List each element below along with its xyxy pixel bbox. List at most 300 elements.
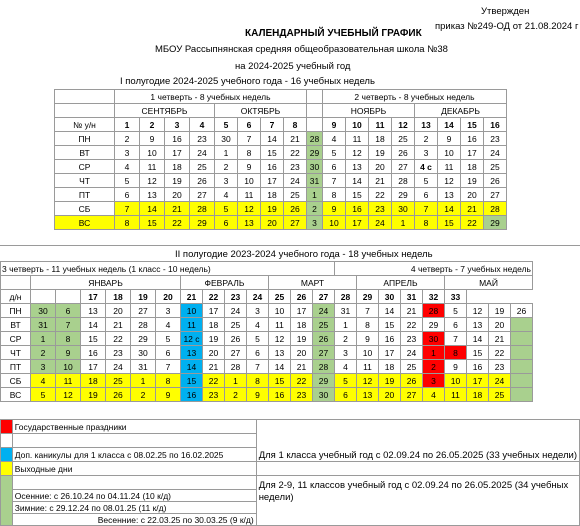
day-cell: 3 [423,374,445,388]
day-cell: 12 [238,202,261,216]
day-cell: 26 [284,202,307,216]
day-cell: 23 [291,388,313,402]
day-cell: 21 [291,360,313,374]
week-number: 1 [115,118,140,132]
day-cell: 27 [225,346,247,360]
day-cell: 26 [401,374,423,388]
week-number [31,290,56,304]
day-cell: 10 [238,174,261,188]
day-cell: 20 [261,216,284,230]
day-cell: 1 [215,146,238,160]
day-cell: 2 [131,388,156,402]
day-cell: 12 [140,174,165,188]
day-cell: 27 [313,346,335,360]
week-number: 29 [357,290,379,304]
day-cell [511,360,533,374]
day-cell: 27 [131,304,156,318]
day-cell: 3 [307,216,323,230]
day-cell: 7 [323,174,346,188]
day-cell: 11 [357,360,379,374]
day-cell: 16 [181,388,203,402]
day-cell: 15 [346,188,369,202]
day-cell: 5 [31,388,56,402]
quarter2-label: 2 четверть - 8 учебных недель [323,90,507,104]
day-cell: 28 [423,304,445,318]
day-cell: 10 [56,360,81,374]
day-cell: 13 [438,188,461,202]
weekday-label: ВТ [1,318,31,332]
day-cell: 3 [215,174,238,188]
legend-table [0,419,580,526]
day-cell: 16 [269,388,291,402]
day-cell: 31 [335,304,357,318]
day-cell: 11 [346,132,369,146]
day-cell: 17 [379,346,401,360]
day-cell: 4 [247,318,269,332]
page-title: КАЛЕНДАРНЫЙ УЧЕБНЫЙ ГРАФИК [245,28,422,39]
day-cell: 6 [115,188,140,202]
day-cell: 18 [261,188,284,202]
weekday-label: ПТ [1,360,31,374]
day-cell [511,388,533,402]
week-number: 23 [225,290,247,304]
day-cell: 19 [261,202,284,216]
day-cell: 22 [203,374,225,388]
day-cell: 26 [225,332,247,346]
day-cell: 16 [346,202,369,216]
day-cell: 19 [369,146,392,160]
day-cell: 17 [81,360,106,374]
day-cell: 26 [190,174,215,188]
day-cell: 1 [392,216,415,230]
day-cell: 4 [335,360,357,374]
week-number: 2 [140,118,165,132]
day-cell: 25 [401,360,423,374]
legend-holidays: Государственные праздники [12,420,256,434]
day-cell: 2 [215,160,238,174]
day-cell: 24 [106,360,131,374]
day-cell: 10 [357,346,379,360]
day-cell: 4 с [415,160,438,174]
day-cell: 26 [484,174,507,188]
day-cell: 7 [156,360,181,374]
day-cell: 21 [165,202,190,216]
day-cell: 19 [203,332,225,346]
day-cell: 5 [335,374,357,388]
day-cell: 8 [56,332,81,346]
day-cell: 28 [190,202,215,216]
day-cell: 20 [203,346,225,360]
day-cell: 6 [415,188,438,202]
legend-weekends: Выходные дни [12,462,256,476]
day-cell: 8 [247,374,269,388]
day-cell: 14 [438,202,461,216]
day-cell: 11 [56,374,81,388]
day-cell: 24 [313,304,335,318]
day-cell: 29 [484,216,507,230]
blank-cell [12,476,256,490]
day-cell: 14 [140,202,165,216]
week-number: 16 [484,118,507,132]
day-cell: 30 [392,202,415,216]
week-number: 26 [291,290,313,304]
day-cell: 18 [467,388,489,402]
day-cell: 10 [445,374,467,388]
day-cell: 2 [335,332,357,346]
day-cell: 6 [335,388,357,402]
day-cell: 4 [31,374,56,388]
day-cell: 25 [225,318,247,332]
day-cell: 16 [379,332,401,346]
day-cell: 30 [313,388,335,402]
legend-weekend-swatch [1,462,13,476]
day-cell: 5 [156,332,181,346]
weekday-label: ВС [55,216,115,230]
day-cell: 14 [467,332,489,346]
weekday-label: ПН [55,132,115,146]
week-number: 5 [215,118,238,132]
day-cell: 21 [369,174,392,188]
month-october: ОКТЯБРЬ [215,104,307,118]
day-cell: 9 [247,388,269,402]
day-cell: 8 [156,374,181,388]
week-number: 18 [106,290,131,304]
day-cell: 16 [261,160,284,174]
day-cell: 9 [238,160,261,174]
day-cell: 26 [313,332,335,346]
day-cell: 15 [438,216,461,230]
day-cell: 2 [225,388,247,402]
day-cell: 30 [423,332,445,346]
legend-extra-swatch [1,448,13,462]
day-cell: 4 [215,188,238,202]
day-cell: 6 [215,216,238,230]
day-cell: 1 [225,374,247,388]
day-cell: 24 [190,146,215,160]
day-cell: 9 [438,132,461,146]
day-cell: 9 [156,388,181,402]
day-cell: 1 [31,332,56,346]
blank-cell [55,90,115,104]
approval-line-1: Утвержден [481,6,530,17]
day-cell: 10 [269,304,291,318]
legend-holiday-swatch [1,420,13,434]
quarter3-label: 3 четверть - 11 учебных недель (1 класс - 10 недель) [1,262,335,276]
day-cell: 17 [291,304,313,318]
day-cell: 5 [323,146,346,160]
day-cell: 30 [131,346,156,360]
day-cell: 9 [445,360,467,374]
day-cell: 25 [106,374,131,388]
day-cell: 13 [181,346,203,360]
day-cell: 15 [140,216,165,230]
day-cell: 21 [284,132,307,146]
week-number: 28 [335,290,357,304]
week-number [307,118,323,132]
blank-cell [256,462,579,476]
day-cell: 3 [31,360,56,374]
day-cell [511,332,533,346]
day-cell: 5 [215,202,238,216]
week-number: 14 [438,118,461,132]
week-number: 9 [323,118,346,132]
day-cell: 14 [261,132,284,146]
day-cell: 17 [261,174,284,188]
day-cell: 10 [181,304,203,318]
day-cell: 29 [392,188,415,202]
day-cell: 19 [461,174,484,188]
day-cell: 22 [284,146,307,160]
day-cell: 16 [467,360,489,374]
blank-cell [55,104,115,118]
day-cell: 14 [269,360,291,374]
day-cell: 6 [445,318,467,332]
day-cell: 21 [401,304,423,318]
day-cell: 18 [379,360,401,374]
day-cell: 18 [291,318,313,332]
week-number: 19 [131,290,156,304]
day-cell: 21 [106,318,131,332]
day-cell: 29 [307,146,323,160]
day-cell: 23 [484,132,507,146]
day-cell: 5 [115,174,140,188]
month-september: СЕНТЯБРЬ [115,104,215,118]
day-cell: 23 [284,160,307,174]
day-cell: 27 [484,188,507,202]
half1-table [54,89,507,230]
day-cell: 27 [284,216,307,230]
weekday-label: ЧТ [55,174,115,188]
day-cell: 3 [247,304,269,318]
day-cell: 27 [190,188,215,202]
week-number: 8 [284,118,307,132]
week-number: 20 [156,290,181,304]
day-cell: 2 [115,132,140,146]
day-cell: 28 [392,174,415,188]
day-cell: 19 [379,374,401,388]
day-cell: 10 [438,146,461,160]
week-number: 10 [346,118,369,132]
weekday-label: ВТ [55,146,115,160]
week-number-header: д/н [1,290,31,304]
day-cell: 18 [81,374,106,388]
day-cell: 3 [335,346,357,360]
day-cell [511,374,533,388]
day-cell: 12 с [181,332,203,346]
day-cell: 6 [247,346,269,360]
day-cell: 23 [190,132,215,146]
week-number: 4 [190,118,215,132]
school-year: на 2024-2025 учебный год [235,61,351,72]
day-cell: 6 [323,160,346,174]
weekday-label: ПН [1,304,31,318]
day-cell: 11 [269,318,291,332]
week-number: 3 [165,118,190,132]
day-cell: 20 [489,318,511,332]
week-number: 12 [392,118,415,132]
day-cell: 8 [115,216,140,230]
day-cell: 13 [346,160,369,174]
day-cell: 21 [461,202,484,216]
month-march: МАРТ [269,276,357,290]
week-number: 31 [401,290,423,304]
day-cell: 3 [115,146,140,160]
week-number: 13 [415,118,438,132]
day-cell [511,318,533,332]
grade1-schedule: Для 1 класса учебный год с 02.09.24 по 26.05.2025 (33 учебных недели) [256,420,579,462]
day-cell [511,346,533,360]
weekday-label: ВС [1,388,31,402]
day-cell: 30 [31,304,56,318]
day-cell: 20 [165,188,190,202]
day-cell: 28 [131,318,156,332]
day-cell: 14 [81,318,106,332]
weekday-label: СР [1,332,31,346]
day-cell: 30 [215,132,238,146]
day-cell: 15 [379,318,401,332]
section-divider [0,245,580,246]
day-cell: 8 [238,146,261,160]
legend-spring-text: Весенние: с 22.03.25 по 30.03.25 (9 к/д) [97,514,254,525]
day-cell: 11 [140,160,165,174]
month-february: ФЕВРАЛЬ [181,276,269,290]
day-cell: 23 [203,388,225,402]
day-cell: 25 [392,132,415,146]
day-cell: 27 [392,160,415,174]
day-cell: 8 [357,318,379,332]
day-cell: 9 [323,202,346,216]
day-cell: 16 [81,346,106,360]
day-cell: 27 [401,388,423,402]
day-cell: 19 [81,388,106,402]
day-cell: 12 [438,174,461,188]
week-number [56,290,81,304]
day-cell: 31 [307,174,323,188]
day-cell: 24 [284,174,307,188]
day-cell: 16 [461,132,484,146]
week-number-header: № у/н [55,118,115,132]
day-cell: 9 [357,332,379,346]
day-cell: 14 [379,304,401,318]
month-may: МАЙ [445,276,533,290]
day-cell: 7 [357,304,379,318]
week-number: 6 [238,118,261,132]
day-cell: 28 [484,202,507,216]
day-cell: 26 [392,146,415,160]
day-cell: 11 [238,188,261,202]
day-cell: 25 [484,160,507,174]
quarter1-label: 1 четверть - 8 учебных недель [115,90,307,104]
day-cell: 11 [181,318,203,332]
day-cell: 22 [489,346,511,360]
day-cell: 3 [156,304,181,318]
day-cell: 2 [31,346,56,360]
day-cell: 24 [489,374,511,388]
day-cell: 28 [307,132,323,146]
day-cell: 24 [225,304,247,318]
day-cell: 12 [269,332,291,346]
day-cell: 5 [445,304,467,318]
day-cell: 7 [56,318,81,332]
month-november: НОЯБРЬ [323,104,415,118]
legend-autumn: Осенние: с 26.10.24 по 04.11.24 (10 к/д) [12,490,256,502]
weekday-label: СР [55,160,115,174]
day-cell: 24 [401,346,423,360]
day-cell: 7 [415,202,438,216]
day-cell: 23 [369,202,392,216]
day-cell: 31 [31,318,56,332]
school-name: МБОУ Рассыпнянская средняя общеобразовательная школа №38 [155,44,448,55]
day-cell: 12 [346,146,369,160]
day-cell: 15 [269,374,291,388]
day-cell: 22 [106,332,131,346]
week-number: 15 [461,118,484,132]
day-cell: 2 [423,360,445,374]
day-cell: 24 [369,216,392,230]
half2-title: II полугодие 2023-2024 учебного года - 18 учебных недель [175,249,433,260]
day-cell: 18 [369,132,392,146]
day-cell: 29 [313,374,335,388]
week-number: 25 [269,290,291,304]
day-cell: 26 [106,388,131,402]
day-cell: 1 [131,374,156,388]
day-cell: 29 [423,318,445,332]
day-cell: 17 [467,374,489,388]
day-cell: 7 [115,202,140,216]
day-cell: 22 [165,216,190,230]
half1-title: I полугодие 2024-2025 учебного года - 16 учебных недель [120,76,375,87]
approval-line-2: приказ №249-ОД от 21.08.2024 г [435,21,579,32]
legend-winter: Зимние: с 29.12.24 по 08.01.25 (11 к/д) [12,502,256,514]
day-cell: 17 [203,304,225,318]
blank-cell [307,90,323,104]
week-number: 24 [247,290,269,304]
weekday-label: СБ [1,374,31,388]
day-cell: 29 [190,216,215,230]
half2-table [0,261,555,402]
weekday-label: СБ [55,202,115,216]
day-cell: 6 [156,346,181,360]
day-cell: 5 [247,332,269,346]
day-cell: 15 [261,146,284,160]
day-cell: 22 [461,216,484,230]
day-cell: 12 [357,374,379,388]
week-number: 22 [203,290,225,304]
day-cell: 31 [131,360,156,374]
day-cell: 19 [291,332,313,346]
day-cell: 1 [423,346,445,360]
day-cell: 13 [81,304,106,318]
day-cell: 30 [307,160,323,174]
day-cell: 13 [467,318,489,332]
day-cell: 14 [346,174,369,188]
week-number: 32 [423,290,445,304]
day-cell: 7 [238,132,261,146]
day-cell: 9 [140,132,165,146]
blank-cell [1,276,31,290]
day-cell: 18 [203,318,225,332]
day-cell: 17 [165,146,190,160]
day-cell: 1 [307,188,323,202]
week-number: 30 [379,290,401,304]
day-cell: 20 [106,304,131,318]
blank-cell [1,434,13,448]
day-cell: 2 [307,202,323,216]
day-cell: 7 [445,332,467,346]
day-cell: 4 [115,160,140,174]
day-cell: 28 [225,360,247,374]
day-cell: 7 [247,360,269,374]
